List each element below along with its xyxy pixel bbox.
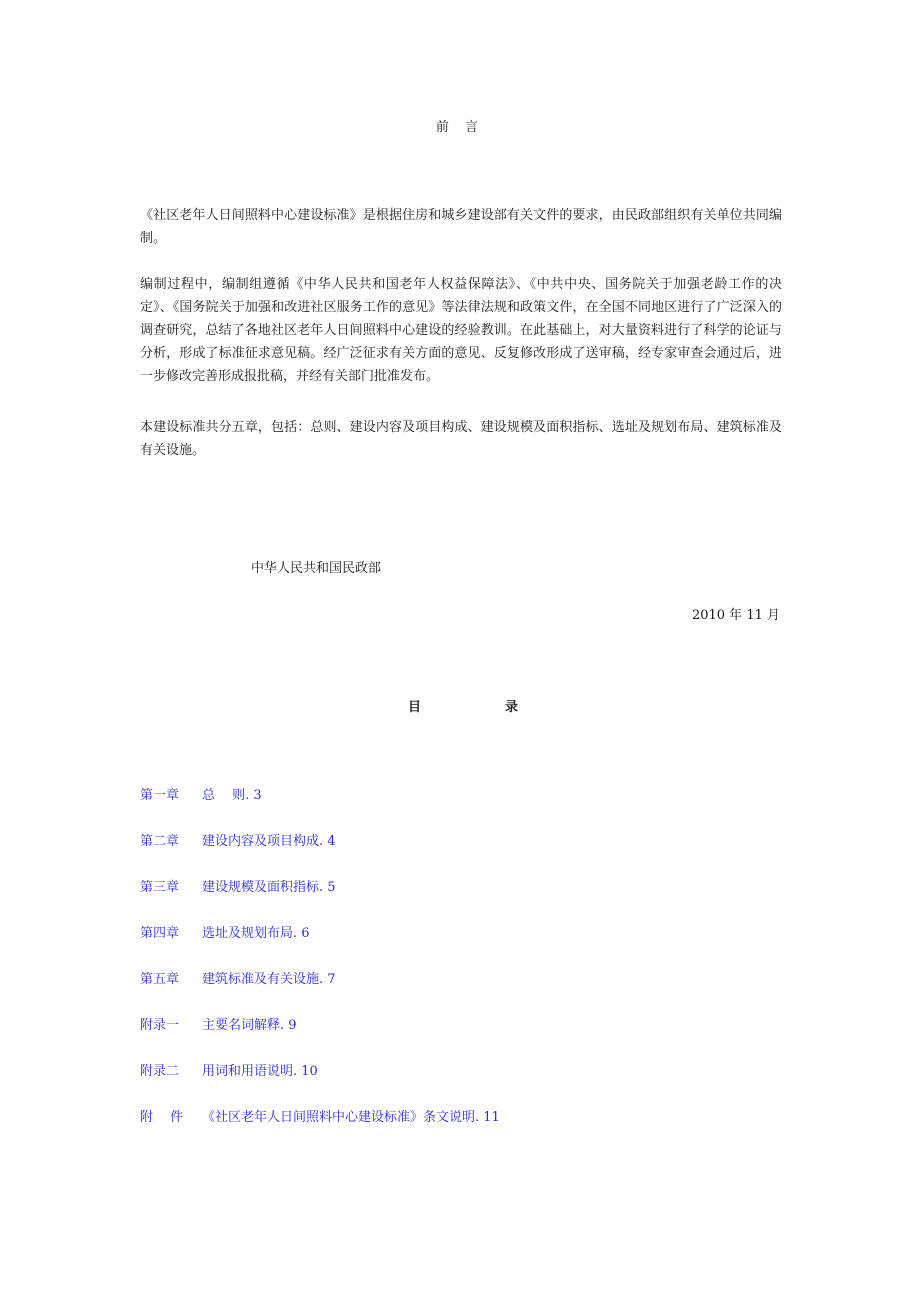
- toc-link[interactable]: [140, 972, 336, 987]
- toc-link[interactable]: [140, 926, 310, 941]
- toc-title: [408, 696, 518, 715]
- preface-paragraph-1: 《社区老年人日间照料中心建设标准》是根据住房和城乡建设部有关文件的要求，由民政部组织有关单位共同编制。: [140, 208, 782, 246]
- toc-item-label: 附 件: [140, 1110, 184, 1125]
- toc-item-chapter-1[interactable]: [140, 787, 500, 833]
- toc-item-text: 选址及规划布局. 6: [202, 926, 310, 941]
- preface-title: 前 言: [435, 120, 485, 135]
- toc-link[interactable]: [140, 1064, 318, 1079]
- toc-item-text: 主要名词解释. 9: [202, 1018, 297, 1033]
- toc-link[interactable]: [140, 1110, 500, 1125]
- toc-item-text: 建筑标准及有关设施. 7: [202, 972, 336, 987]
- toc-title-right: 录: [504, 700, 518, 715]
- toc-item-text: 建设规模及面积指标. 5: [202, 880, 336, 895]
- preface-paragraph-3: 本建设标准共分五章，包括：总则、建设内容及项目构成、建设规模及面积指标、选址及规划布局、建筑标准及有关设施。: [140, 420, 782, 458]
- toc-item-chapter-3[interactable]: [140, 879, 500, 925]
- toc-item-chapter-4[interactable]: [140, 925, 500, 971]
- toc-item-text: 用词和用语说明. 10: [202, 1064, 318, 1079]
- toc-item-label: 第四章: [140, 926, 180, 941]
- toc-item-chapter-2[interactable]: [140, 833, 500, 879]
- signature-date: 2010 年 11 月: [691, 608, 780, 623]
- toc-item-attachment[interactable]: [140, 1109, 500, 1155]
- toc-link[interactable]: [140, 880, 336, 895]
- toc-item-text: 《社区老年人日间照料中心建设标准》条文说明. 11: [202, 1110, 500, 1125]
- toc-item-label: 第五章: [140, 972, 180, 987]
- toc-item-label: 附录一: [140, 1018, 180, 1033]
- toc-item-text: 总 则. 3: [202, 788, 262, 803]
- toc-link[interactable]: [140, 788, 262, 803]
- toc-item-chapter-5[interactable]: [140, 971, 500, 1017]
- toc-item-label: 第二章: [140, 834, 180, 849]
- toc-item-appendix-2[interactable]: [140, 1063, 500, 1109]
- preface-paragraph-2: 编制过程中，编制组遵循《中华人民共和国老年人权益保障法》、《中共中央、国务院关于加强老龄工作的决定》、《国务院关于加强和改进社区服务工作的意见》等法律法规和政策文件，在全国不同地区进行了广泛深入的调查研究，总结了各地社区老年人日间照料中心建设的经验教训。在此基础上，对大量资料进行了科学的论证与分析，形成了标准征求意见稿。经广泛征求有关方面的意见、反复修改形成了送审稿，经专家审查会通过后，进一步修改完善形成报批稿，并经有关部门批准发布。: [140, 277, 782, 384]
- signature-organization: 中华人民共和国民政部: [251, 561, 382, 576]
- toc-link[interactable]: [140, 834, 336, 849]
- toc-item-label: 第一章: [140, 788, 180, 803]
- toc-item-label: 第三章: [140, 880, 180, 895]
- toc-link[interactable]: [140, 1018, 297, 1033]
- toc-title-left: 目: [408, 700, 422, 715]
- toc-item-label: 附录二: [140, 1064, 180, 1079]
- toc-item-appendix-1[interactable]: [140, 1017, 500, 1063]
- table-of-contents: [140, 787, 500, 1155]
- toc-item-text: 建设内容及项目构成. 4: [202, 834, 336, 849]
